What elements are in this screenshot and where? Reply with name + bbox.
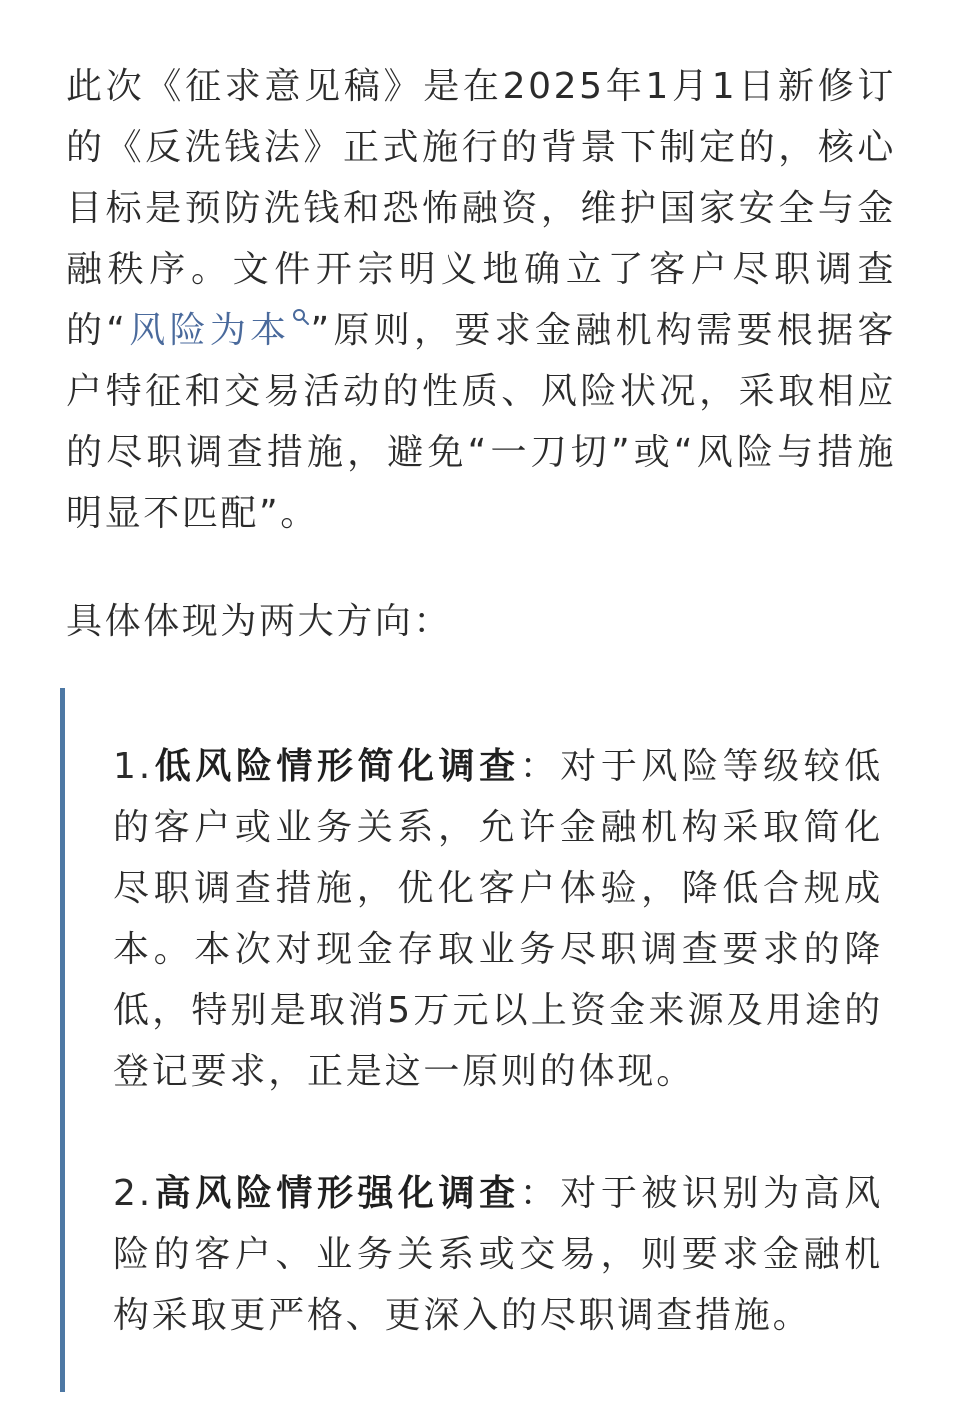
list-item (113, 736, 883, 1102)
article-body (66, 56, 896, 652)
risk-based-link-text: 风险为本 (127, 310, 291, 351)
paragraph-text-after-link: ”原则，要求金融机构需要根据客户特征和交易活动的性质、风险状况，采取相应的尽职调查措施，避免“一刀切”或“风险与措施明显不匹配”。 (66, 310, 896, 534)
item-title: 低风险情形简化调查 (152, 746, 520, 787)
paragraph-text-before-link: 此次《征求意见稿》是在2025年1月1日新修订的《反洗钱法》正式施行的背景下制定的，核心目标是预防洗钱和恐怖融资，维护国家安全与金融秩序。文件开宗明义地确立了客户尽职调查的“ (66, 66, 896, 351)
item-body: ：对于风险等级较低的客户或业务关系，允许金融机构采取简化尽职调查措施，优化客户体验，降低合规成本。本次对现金存取业务尽职调查要求的降低，特别是取消5万元以上资金来源及用途的登记要求，正是这一原则的体现。 (113, 746, 883, 1092)
item-title: 高风险情形强化调查 (152, 1173, 520, 1214)
risk-based-link[interactable] (128, 310, 311, 351)
list-item (113, 1163, 883, 1346)
paragraph-two-directions: 具体体现为两大方向： (66, 601, 453, 642)
item-number: 1. (113, 746, 153, 787)
search-icon (292, 308, 310, 326)
item-number: 2. (113, 1173, 153, 1214)
paragraph-context (66, 56, 896, 544)
blockquote (60, 688, 902, 1392)
item-body: ：对于被识别为高风险的客户、业务关系或交易，则要求金融机构采取更严格、更深入的尽职调查措施。 (113, 1173, 883, 1336)
blockquote-content (113, 736, 883, 1346)
